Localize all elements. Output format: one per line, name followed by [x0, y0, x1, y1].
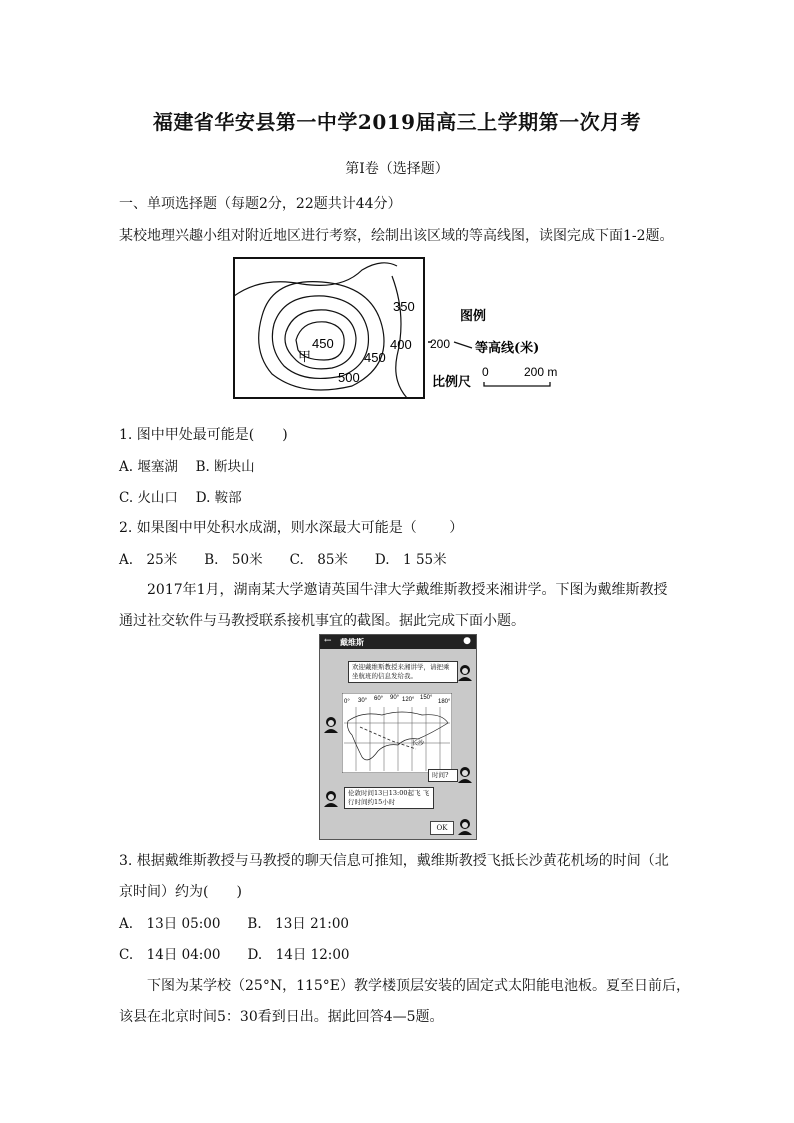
lon-label: 150° [420, 695, 433, 701]
intro-paragraph-1: 某校地理兴趣小组对附近地区进行考察，绘制出该区域的等高线图，读图完成下面1-2题。 [119, 228, 674, 244]
intro-paragraph-2-line-1: 2017年1月，湖南某大学邀请英国牛津大学戴维斯教授来湘讲学。下图为戴维斯教授 [147, 582, 668, 598]
intro-paragraph-3-line-1: 下图为某学校（25°N，115°E）教学楼顶层安装的固定式太阳能电池板。夏至日前后， [147, 978, 691, 994]
contour-label: 450 [312, 336, 334, 351]
avatar-icon [456, 765, 474, 783]
contour-label: 400 [390, 337, 412, 352]
lon-label: 0° [344, 699, 350, 705]
intro-paragraph-2-line-2: 通过社交软件与马教授联系接机事宜的截图。据此完成下面小题。 [119, 613, 525, 629]
chat-message-1: 欢迎戴维斯教授来湘讲学，请把乘坐航班的信息发给我。 [348, 661, 458, 683]
legend-sample: 200 [430, 337, 451, 351]
lon-label: 90° [390, 695, 400, 701]
part-heading: 一、单项选择题（每题2分，22题共计44分） [119, 196, 402, 212]
page-title: 福建省华安县第一中学2019届高三上学期第一次月考 [152, 110, 642, 134]
lon-label: 30° [358, 698, 368, 704]
scale-start: 0 [482, 365, 489, 379]
chat-contact-name: 戴维斯 [340, 637, 364, 647]
world-map [342, 693, 452, 773]
question-3-options-a-b: A. 13日 05:00 B. 13日 21:00 [119, 916, 350, 932]
question-1-options-c-d: C. 火山口 D. 鞍部 [119, 490, 242, 506]
intro-paragraph-3-line-2: 该县在北京时间5：30看到日出。据此回答4—5题。 [119, 1009, 444, 1025]
lon-label: 60° [374, 696, 384, 702]
question-1-options-a-b: A. 堰塞湖 B. 断块山 [119, 459, 255, 475]
scale-bar [484, 382, 550, 386]
chat-header [320, 635, 476, 649]
chat-message-2: 时间? [428, 769, 458, 782]
lon-label: 180° [438, 699, 451, 705]
scale-end: 200 m [524, 365, 558, 379]
profile-icon[interactable]: ● [463, 636, 471, 646]
contour-label: 350 [393, 299, 415, 314]
question-3-options-c-d: C. 14日 04:00 D. 14日 12:00 [119, 947, 350, 963]
city-label: 长沙 [412, 740, 425, 747]
contour-label: 500 [338, 370, 360, 385]
question-2-options: A. 25米 B. 50米 C. 85米 D. 1 55米 [119, 552, 447, 568]
legend-title: 图例 [460, 309, 487, 324]
section-heading: 第Ⅰ卷（选择题） [345, 161, 449, 177]
chat-screenshot [319, 634, 477, 840]
ok-button[interactable]: OK [430, 821, 454, 835]
scale-label: 比例尺 [432, 375, 472, 390]
avatar-icon [322, 715, 340, 733]
avatar-icon [322, 789, 340, 807]
question-3-line-1: 3. 根据戴维斯教授与马教授的聊天信息可推知，戴维斯教授飞抵长沙黄花机场的时间（北 [119, 853, 669, 869]
avatar-icon [456, 663, 474, 681]
chat-message-3: 伦敦时间13日13:00起飞 飞行时间约15小时 [344, 787, 434, 809]
contour-map [232, 256, 572, 402]
question-1: 1. 图中甲处最可能是( ) [119, 427, 288, 443]
contour-label: 450 [364, 350, 386, 365]
back-arrow-icon[interactable]: ← [324, 636, 332, 646]
point-jia-label: 甲 [298, 350, 312, 365]
lon-label: 120° [402, 697, 415, 703]
question-3-line-2: 京时间）约为( ) [119, 884, 242, 900]
avatar-icon [456, 817, 474, 835]
question-2: 2. 如果图中甲处积水成湖，则水深最大可能是（ ） [119, 520, 464, 536]
legend-contour: 等高线(米) [475, 341, 540, 356]
